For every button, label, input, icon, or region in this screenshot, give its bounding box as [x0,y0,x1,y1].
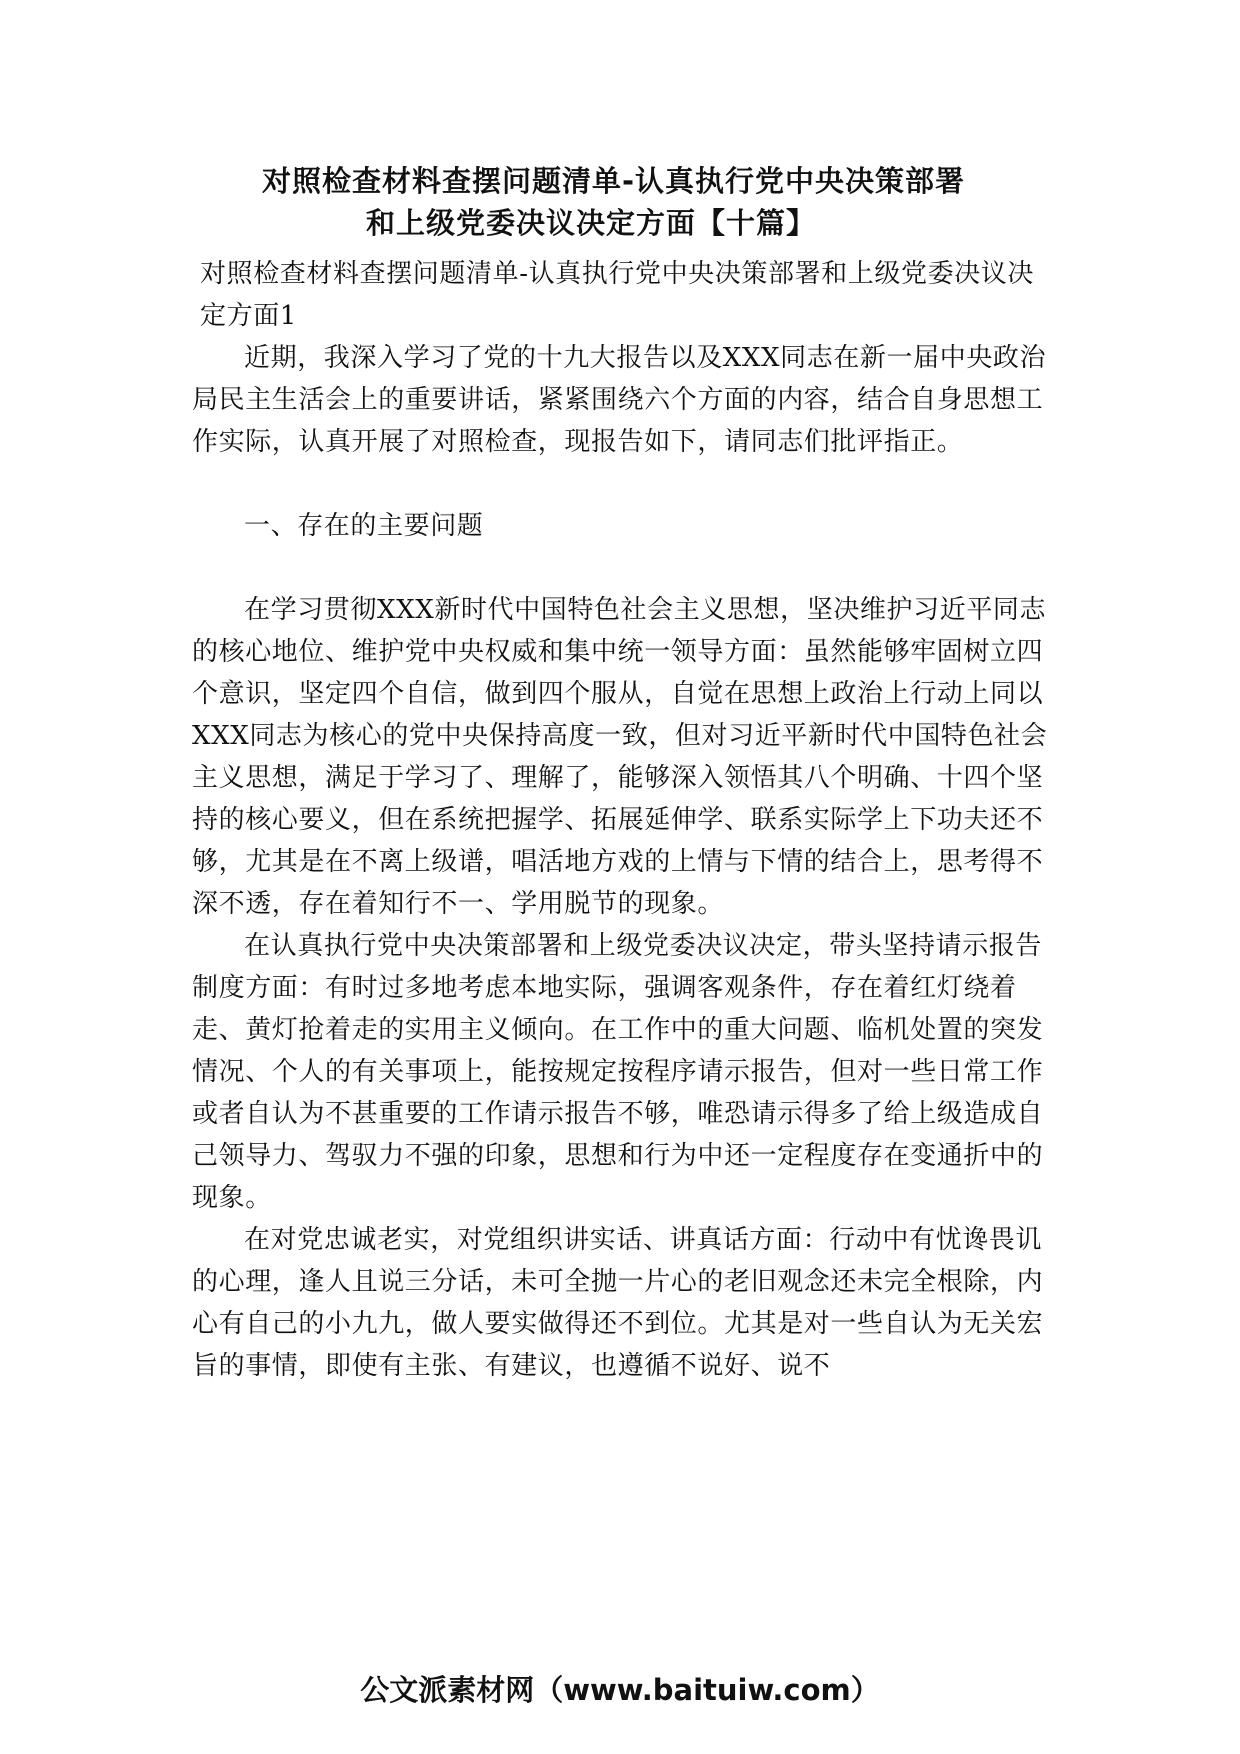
paragraph-intro: 近期，我深入学习了党的十九大报告以及XXX同志在新一届中央政治局民主生活会上的重要讲话，紧紧围绕六个方面的内容，结合自身思想工作实际，认真开展了对照检查，现报告如下，请同志们批评指正。 [192,343,1047,457]
paragraph-problem-1: 在学习贯彻XXX新时代中国特色社会主义思想，坚决维护习近平同志的核心地位、维护党中央权威和集中统一领导方面：虽然能够牢固树立四个意识，坚定四个自信，做到四个服从，自觉在思想上政治上行动上同以XXX同志为核心的党中央保持高度一致，但对习近平新时代中国特色社会主义思想，满足于学习了、理解了，能够深入领悟其八个明确、十四个坚持的核心要义，但在系统把握学、拓展延伸学、联系实际学上下功夫还不够，尤其是在不离上级谱，唱活地方戏的上情与下情的结合上，思考得不深不透，存在着知行不一、学用脱节的现象。 [192,595,1048,919]
paragraph-problem-3: 在对党忠诚老实，对党组织讲实话、讲真话方面：行动中有忧谗畏讥的心理，逢人且说三分话，未可全抛一片心的老旧观念还未完全根除，内心有自己的小九九，做人要实做得还不到位。尤其是对一些自认为无关宏旨的事情，即使有主张、有建议，也遵循不说好、说不 [192,1225,1044,1381]
document-title-line-2: 和上级党委决议决定方面【十篇】 [366,206,817,240]
document-title [262,160,1072,244]
paragraph-problem-2: 在认真执行党中央决策部署和上级党委决议决定，带头坚持请示报告制度方面：有时过多地考虑本地实际，强调客观条件，存在着红灯绕着走、黄灯抢着走的实用主义倾向。在工作中的重大问题、临机处置的突发情况、个人的有关事项上，能按规定按程序请示报告，但对一些日常工作或者自认为不甚重要的工作请示报告不够，唯恐请示得多了给上级造成自己领导力、驾驭力不强的印象，思想和行为中还一定程度存在变通折中的现象。 [192,931,1044,1213]
document-subheading: 对照检查材料查摆问题清单-认真执行党中央决策部署和上级党委决议决定方面1 [200,259,1034,331]
section-heading-problems: 一、存在的主要问题 [244,511,484,541]
footer-source: 公文派素材网（www.baituiw.com） [360,1673,880,1707]
document-title-line-1: 对照检查材料查摆问题清单-认真执行党中央决策部署 [262,164,966,198]
